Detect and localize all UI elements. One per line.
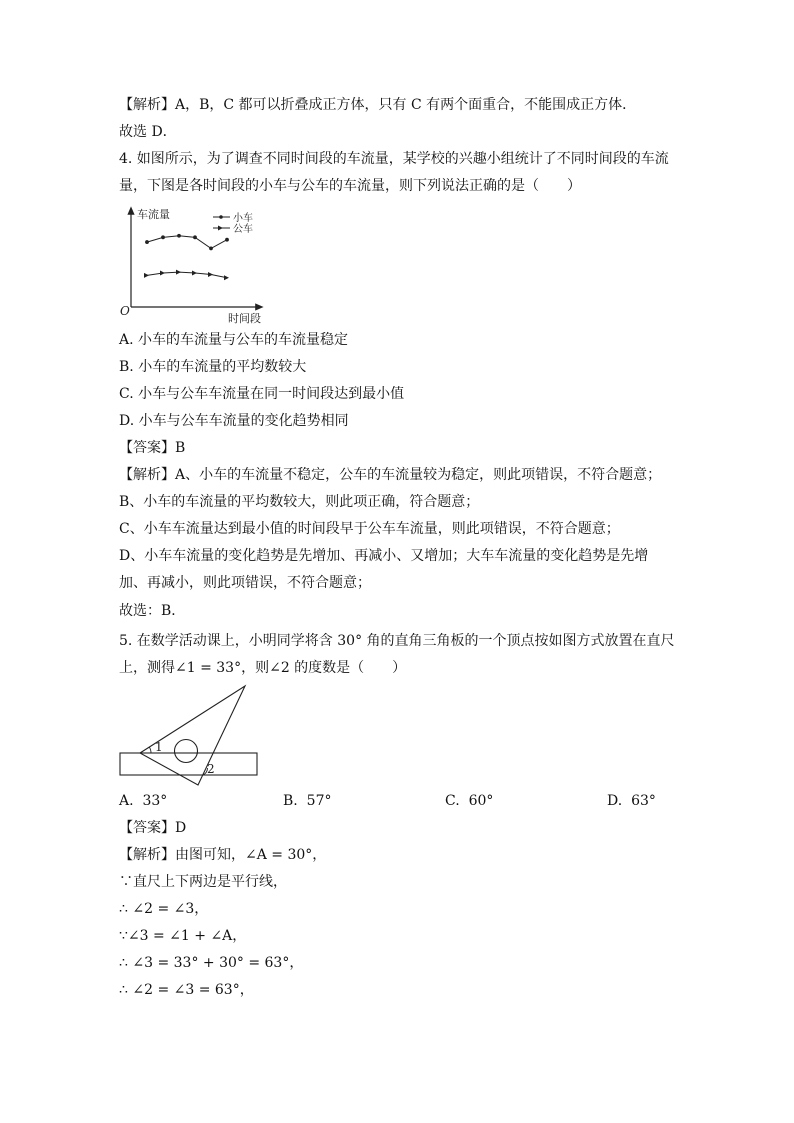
q5-stem-line2: 上，测得∠1 = 33°，则∠2 的度数是（ ） <box>119 660 407 676</box>
q5-analysis-line1: 【解析】由图可知，∠A = 30°， <box>119 847 327 863</box>
series-1-point-2 <box>176 270 181 275</box>
q5-analysis-line3: ∴ ∠2 = ∠3， <box>119 901 209 917</box>
series-1-point-4 <box>208 272 213 277</box>
series-line-0 <box>147 236 227 249</box>
q4-option-d: D. 小车与公车车流量的变化趋势相同 <box>119 413 349 429</box>
series-1-point-3 <box>192 270 197 275</box>
q4-stem-line1: 4. 如图所示，为了调查不同时间段的车流量，某学校的兴趣小组统计了不同时间段的车流 <box>119 151 669 167</box>
q4-conclusion: 故选：B． <box>119 603 186 619</box>
origin-label: O <box>120 304 130 318</box>
q5-option-a: A. 33° <box>119 793 168 809</box>
q5-analysis-line5: ∴ ∠3 = 33° + 30° = 63°， <box>119 955 304 971</box>
y-axis-label: 车流量 <box>137 208 170 221</box>
q4-traffic-line-chart <box>115 203 275 325</box>
q5-analysis-line4: ∵∠3 = ∠1 + ∠A， <box>119 928 247 944</box>
q4-option-a: A. 小车的车流量与公车的车流量稳定 <box>119 332 349 348</box>
chart-legend <box>213 211 253 235</box>
x-axis-label: 时间段 <box>228 312 261 325</box>
q5-option-d: D. 63° <box>607 793 656 809</box>
q5-option-c: C. 60° <box>445 793 494 809</box>
series-0-point-5 <box>225 238 229 242</box>
q3-analysis: 【解析】A，B，C 都可以折叠成正方体，只有 C 有两个面重合，不能围成正方体． <box>119 97 637 113</box>
q4-analysis-line5: 加、再减小，则此项错误，不符合题意； <box>119 575 371 591</box>
legend-car-label: 小车 <box>233 213 253 224</box>
q4-analysis-line3: C、小车车流量达到最小值的时间段早于公车车流量，则此项错误，不符合题意； <box>119 521 620 537</box>
q5-analysis-line2: ∵直尺上下两边是平行线， <box>119 874 287 890</box>
q4-option-b: B. 小车的车流量的平均数较大 <box>119 359 307 375</box>
q4-analysis-line1: 【解析】A、小车的车流量不稳定，公车的车流量较为稳定，则此项错误，不符合题意； <box>119 467 662 483</box>
series-0-point-1 <box>161 235 165 239</box>
legend-car-dot-icon <box>219 215 223 219</box>
series-1-point-1 <box>160 270 165 275</box>
series-line-1 <box>147 272 227 278</box>
angle2-label: 2 <box>207 762 215 776</box>
set-square-triangle <box>140 686 245 785</box>
series-0-point-0 <box>145 240 149 244</box>
legend-bus-arrow-icon <box>218 226 223 231</box>
ruler <box>120 753 257 775</box>
q5-stem-line1: 5. 在数学活动课上，小明同学将含 30° 角的直角三角板的一个顶点按如图方式放置在直尺 <box>119 633 675 649</box>
q5-ruler-triangle-figure <box>115 683 265 787</box>
q4-analysis-line4: D、小车车流量的变化趋势是先增加、再减小、又增加；大车车流量的变化趋势是先增 <box>119 548 649 564</box>
series-1-point-0 <box>144 273 149 278</box>
series-0-point-2 <box>177 234 181 238</box>
q5-answer: 【答案】D <box>119 820 187 836</box>
q4-stem-line2: 量，下图是各时间段的小车与公车的车流量，则下列说法正确的是（ ） <box>119 178 581 194</box>
series-0-point-3 <box>193 235 197 239</box>
q5-option-b: B. 57° <box>283 793 332 809</box>
q4-analysis-line2: B、小车的车流量的平均数较大，则此项正确，符合题意； <box>119 494 480 510</box>
set-square-hole <box>175 740 198 763</box>
angle1-label: 1 <box>155 740 163 754</box>
angle1-arc <box>149 747 151 753</box>
q3-conclusion: 故选 D． <box>119 124 177 140</box>
series-1-point-5 <box>224 275 229 280</box>
q4-option-c: C. 小车与公车车流量在同一时间段达到最小值 <box>119 386 405 402</box>
plot-area <box>144 234 229 280</box>
series-0-point-4 <box>209 247 213 251</box>
q5-analysis-line6: ∴ ∠2 = ∠3 = 63°， <box>119 982 254 998</box>
q4-answer: 【答案】B <box>119 440 186 456</box>
legend-bus-label: 公车 <box>233 224 253 235</box>
